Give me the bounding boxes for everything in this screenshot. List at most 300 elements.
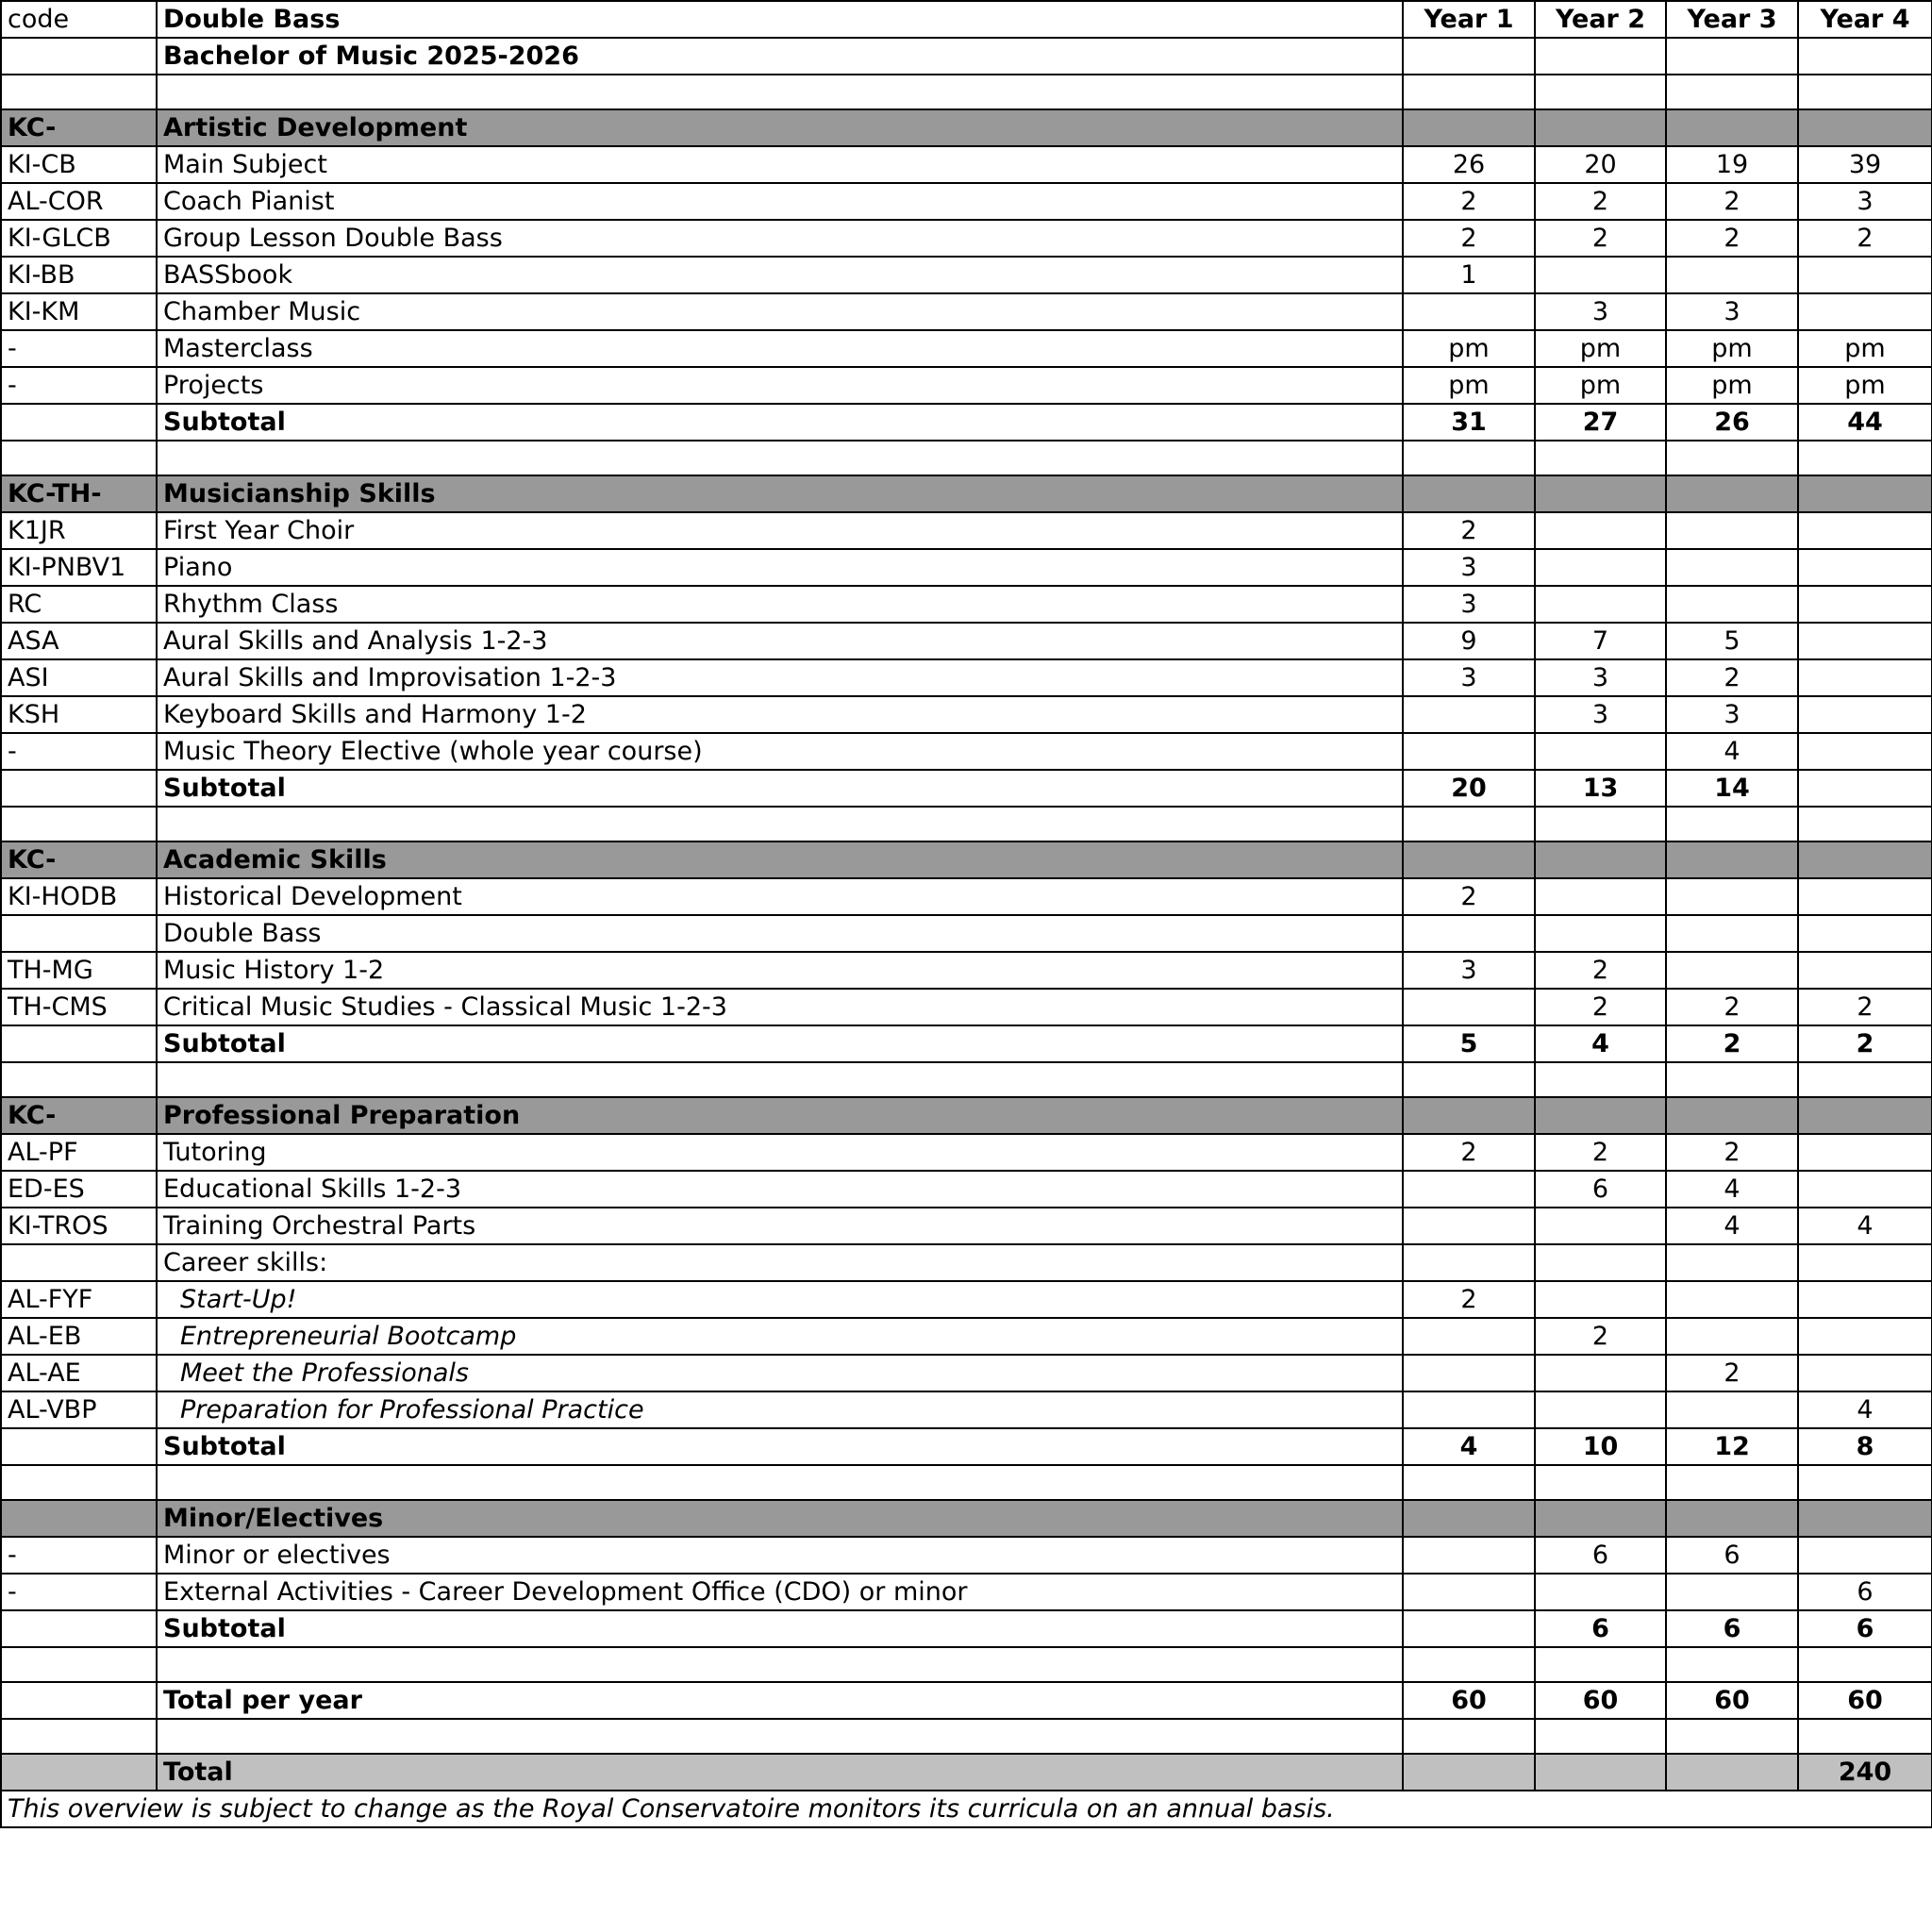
year-1-credits: pm xyxy=(1403,367,1535,404)
course-code: K1JR xyxy=(1,512,157,549)
empty-cell xyxy=(1798,1062,1932,1097)
course-name: Training Orchestral Parts xyxy=(157,1208,1403,1244)
year-4-credits xyxy=(1798,586,1932,623)
empty-cell xyxy=(1798,807,1932,841)
course-name: Keyboard Skills and Harmony 1-2 xyxy=(157,696,1403,733)
empty-cell xyxy=(1666,807,1798,841)
course-row xyxy=(1,367,1932,404)
course-row xyxy=(1,1244,1932,1281)
course-name: External Activities - Career Development Office (CDO) or minor xyxy=(157,1574,1403,1610)
subtotal-year-4 xyxy=(1798,770,1932,807)
section-header-row xyxy=(1,475,1932,512)
empty-cell xyxy=(1403,1719,1535,1754)
course-row xyxy=(1,330,1932,367)
year-2-credits xyxy=(1535,1391,1666,1428)
course-name: Career skills: xyxy=(157,1244,1403,1281)
empty-cell xyxy=(1403,1097,1535,1134)
course-row xyxy=(1,146,1932,183)
subtotal-year-3: 14 xyxy=(1666,770,1798,807)
year-4-credits xyxy=(1798,1244,1932,1281)
year-1-credits: 2 xyxy=(1403,512,1535,549)
empty-cell xyxy=(157,441,1403,475)
subtotal-row xyxy=(1,1428,1932,1465)
course-code: KI-HODB xyxy=(1,878,157,915)
course-row xyxy=(1,989,1932,1025)
spacer-row xyxy=(1,1647,1932,1682)
year-3-credits xyxy=(1666,952,1798,989)
course-code: - xyxy=(1,367,157,404)
year-4-credits xyxy=(1798,1318,1932,1355)
course-name: Educational Skills 1-2-3 xyxy=(157,1171,1403,1208)
empty-cell xyxy=(157,807,1403,841)
year-2-credits: 2 xyxy=(1535,1318,1666,1355)
spacer-row xyxy=(1,441,1932,475)
sheet-title: Double Bass xyxy=(157,1,1403,38)
empty-cell xyxy=(1,1610,157,1647)
empty-cell xyxy=(1535,1719,1666,1754)
year-2-credits: 2 xyxy=(1535,183,1666,220)
empty-cell xyxy=(1535,841,1666,878)
course-name: Minor or electives xyxy=(157,1537,1403,1574)
course-row xyxy=(1,659,1932,696)
empty-cell xyxy=(1403,1647,1535,1682)
grand-total-year-1 xyxy=(1403,1754,1535,1791)
empty-cell xyxy=(1666,1062,1798,1097)
subtotal-year-2: 27 xyxy=(1535,404,1666,441)
empty-cell xyxy=(1535,1062,1666,1097)
year-1-credits: 2 xyxy=(1403,878,1535,915)
course-name: Music History 1-2 xyxy=(157,952,1403,989)
year-1-credits: 3 xyxy=(1403,586,1535,623)
section-title: Artistic Development xyxy=(157,109,1403,146)
empty-cell xyxy=(1535,109,1666,146)
empty-cell xyxy=(1,441,157,475)
year-1-credits: pm xyxy=(1403,330,1535,367)
course-name: Piano xyxy=(157,549,1403,586)
year-1-credits: 2 xyxy=(1403,1134,1535,1171)
year-1-credits xyxy=(1403,696,1535,733)
empty-cell xyxy=(1535,1465,1666,1500)
year-3-credits xyxy=(1666,549,1798,586)
empty-cell xyxy=(1,1754,157,1791)
subtotal-year-2: 13 xyxy=(1535,770,1666,807)
year-4-credits: 2 xyxy=(1798,220,1932,257)
empty-cell xyxy=(157,1465,1403,1500)
section-header-row xyxy=(1,109,1932,146)
subtotal-year-1: 20 xyxy=(1403,770,1535,807)
footnote-text: This overview is subject to change as the Royal Conservatoire monitors its curricula on an annual basis. xyxy=(1,1791,1932,1827)
course-code: KI-CB xyxy=(1,146,157,183)
section-header-row xyxy=(1,841,1932,878)
empty-cell xyxy=(157,75,1403,109)
year-3-credits: 2 xyxy=(1666,659,1798,696)
year-3-credits xyxy=(1666,1391,1798,1428)
empty-cell xyxy=(1403,38,1535,75)
course-code: KI-KM xyxy=(1,293,157,330)
subtotal-label: Subtotal xyxy=(157,770,1403,807)
total-per-year-row xyxy=(1,1682,1932,1719)
year-2-credits xyxy=(1535,1574,1666,1610)
empty-cell xyxy=(1403,1465,1535,1500)
year-1-credits: 3 xyxy=(1403,952,1535,989)
empty-cell xyxy=(1535,38,1666,75)
year-3-credits: 6 xyxy=(1666,1537,1798,1574)
course-code: AL-VBP xyxy=(1,1391,157,1428)
grand-total-label: Total xyxy=(157,1754,1403,1791)
course-row xyxy=(1,293,1932,330)
course-row xyxy=(1,1391,1932,1428)
year-2-credits: 2 xyxy=(1535,220,1666,257)
section-title: Academic Skills xyxy=(157,841,1403,878)
section-code xyxy=(1,1500,157,1537)
subtotal-year-1: 31 xyxy=(1403,404,1535,441)
year-4-credits xyxy=(1798,1537,1932,1574)
course-name: Double Bass xyxy=(157,915,1403,952)
empty-cell xyxy=(157,1062,1403,1097)
course-row xyxy=(1,586,1932,623)
year-2-credits xyxy=(1535,1208,1666,1244)
footnote-row xyxy=(1,1791,1932,1827)
course-name: Group Lesson Double Bass xyxy=(157,220,1403,257)
year-4-credits: 3 xyxy=(1798,183,1932,220)
year-1-credits: 2 xyxy=(1403,183,1535,220)
year-2-credits xyxy=(1535,733,1666,770)
year-4-credits xyxy=(1798,1355,1932,1391)
course-name: Chamber Music xyxy=(157,293,1403,330)
section-code: KC- xyxy=(1,109,157,146)
empty-cell xyxy=(157,1719,1403,1754)
year-3-credits xyxy=(1666,915,1798,952)
course-name: Preparation for Professional Practice xyxy=(157,1391,1403,1428)
year-3-credits: 4 xyxy=(1666,1171,1798,1208)
section-title: Minor/Electives xyxy=(157,1500,1403,1537)
total-year-3: 60 xyxy=(1666,1682,1798,1719)
course-name: Aural Skills and Improvisation 1-2-3 xyxy=(157,659,1403,696)
empty-cell xyxy=(1666,109,1798,146)
course-code: KSH xyxy=(1,696,157,733)
subtotal-year-1: 4 xyxy=(1403,1428,1535,1465)
year-4-credits xyxy=(1798,696,1932,733)
course-row xyxy=(1,878,1932,915)
year-1-credits: 2 xyxy=(1403,1281,1535,1318)
year-3-credits: 2 xyxy=(1666,1134,1798,1171)
section-title: Musicianship Skills xyxy=(157,475,1403,512)
year-2-credits: 3 xyxy=(1535,659,1666,696)
year-4-credits xyxy=(1798,623,1932,659)
year-1-credits: 3 xyxy=(1403,659,1535,696)
year-1-credits xyxy=(1403,1537,1535,1574)
code-column-header: code xyxy=(1,1,157,38)
course-name: BASSbook xyxy=(157,257,1403,293)
year-2-credits: pm xyxy=(1535,330,1666,367)
year-4-credits xyxy=(1798,512,1932,549)
subtotal-year-1: 5 xyxy=(1403,1025,1535,1062)
year-1-credits xyxy=(1403,733,1535,770)
year-4-credits xyxy=(1798,878,1932,915)
empty-cell xyxy=(1,38,157,75)
course-row xyxy=(1,1574,1932,1610)
subtotal-row xyxy=(1,770,1932,807)
course-code: - xyxy=(1,1537,157,1574)
year-2-credits: 7 xyxy=(1535,623,1666,659)
empty-cell xyxy=(1535,75,1666,109)
year-2-credits: 6 xyxy=(1535,1537,1666,1574)
course-code: - xyxy=(1,1574,157,1610)
year-3-credits xyxy=(1666,586,1798,623)
course-row xyxy=(1,1355,1932,1391)
year-4-credits: 4 xyxy=(1798,1208,1932,1244)
empty-cell xyxy=(1666,1097,1798,1134)
empty-cell xyxy=(1798,109,1932,146)
course-code xyxy=(1,915,157,952)
empty-cell xyxy=(1535,1647,1666,1682)
course-row xyxy=(1,1134,1932,1171)
spacer-row xyxy=(1,1719,1932,1754)
year-4-credits xyxy=(1798,952,1932,989)
year-3-credits: 4 xyxy=(1666,733,1798,770)
year-4-header: Year 4 xyxy=(1798,1,1932,38)
empty-cell xyxy=(1,1682,157,1719)
course-code: TH-MG xyxy=(1,952,157,989)
program-subtitle: Bachelor of Music 2025-2026 xyxy=(157,38,1403,75)
course-name: Music Theory Elective (whole year course) xyxy=(157,733,1403,770)
empty-cell xyxy=(1,404,157,441)
year-1-credits xyxy=(1403,1574,1535,1610)
year-3-credits: 4 xyxy=(1666,1208,1798,1244)
course-name: Tutoring xyxy=(157,1134,1403,1171)
course-name: Meet the Professionals xyxy=(157,1355,1403,1391)
year-3-credits xyxy=(1666,878,1798,915)
course-row xyxy=(1,257,1932,293)
course-code: TH-CMS xyxy=(1,989,157,1025)
empty-cell xyxy=(1,807,157,841)
empty-cell xyxy=(1535,1500,1666,1537)
empty-cell xyxy=(1,1428,157,1465)
course-code: KI-BB xyxy=(1,257,157,293)
empty-cell xyxy=(1666,75,1798,109)
subtotal-row xyxy=(1,1610,1932,1647)
course-code: - xyxy=(1,733,157,770)
empty-cell xyxy=(1798,75,1932,109)
year-2-credits xyxy=(1535,1281,1666,1318)
course-row xyxy=(1,220,1932,257)
course-code: ED-ES xyxy=(1,1171,157,1208)
year-3-credits xyxy=(1666,1281,1798,1318)
course-name: Projects xyxy=(157,367,1403,404)
subtotal-year-3: 6 xyxy=(1666,1610,1798,1647)
course-row xyxy=(1,623,1932,659)
course-code: RC xyxy=(1,586,157,623)
year-3-credits xyxy=(1666,1244,1798,1281)
empty-cell xyxy=(1403,75,1535,109)
course-name: First Year Choir xyxy=(157,512,1403,549)
empty-cell xyxy=(1666,38,1798,75)
empty-cell xyxy=(1403,475,1535,512)
empty-cell xyxy=(1798,841,1932,878)
empty-cell xyxy=(1798,1097,1932,1134)
header-row xyxy=(1,1,1932,38)
empty-cell xyxy=(1403,807,1535,841)
course-name: Critical Music Studies - Classical Music 1-2-3 xyxy=(157,989,1403,1025)
section-code: KC- xyxy=(1,841,157,878)
year-4-credits: 6 xyxy=(1798,1574,1932,1610)
spacer-row xyxy=(1,75,1932,109)
subtotal-row xyxy=(1,1025,1932,1062)
year-4-credits xyxy=(1798,1171,1932,1208)
year-2-credits xyxy=(1535,878,1666,915)
grand-total-year-4: 240 xyxy=(1798,1754,1932,1791)
course-code: AL-EB xyxy=(1,1318,157,1355)
year-3-credits: 3 xyxy=(1666,696,1798,733)
empty-cell xyxy=(1798,1719,1932,1754)
empty-cell xyxy=(1798,441,1932,475)
subtotal-year-4: 2 xyxy=(1798,1025,1932,1062)
year-2-credits: 2 xyxy=(1535,989,1666,1025)
course-row xyxy=(1,1208,1932,1244)
year-4-credits xyxy=(1798,1134,1932,1171)
year-3-credits xyxy=(1666,257,1798,293)
total-year-4: 60 xyxy=(1798,1682,1932,1719)
course-row xyxy=(1,696,1932,733)
year-4-credits xyxy=(1798,915,1932,952)
empty-cell xyxy=(1798,38,1932,75)
year-4-credits: 2 xyxy=(1798,989,1932,1025)
empty-cell xyxy=(1666,475,1798,512)
course-name: Rhythm Class xyxy=(157,586,1403,623)
course-code: AL-PF xyxy=(1,1134,157,1171)
course-row xyxy=(1,1537,1932,1574)
year-1-credits xyxy=(1403,1171,1535,1208)
empty-cell xyxy=(1798,1500,1932,1537)
empty-cell xyxy=(1798,1647,1932,1682)
empty-cell xyxy=(1,1647,157,1682)
year-3-credits xyxy=(1666,1574,1798,1610)
year-1-credits xyxy=(1403,1355,1535,1391)
empty-cell xyxy=(1403,441,1535,475)
empty-cell xyxy=(1403,841,1535,878)
year-2-credits: 6 xyxy=(1535,1171,1666,1208)
year-2-credits xyxy=(1535,1244,1666,1281)
year-2-credits: 3 xyxy=(1535,293,1666,330)
course-code: - xyxy=(1,330,157,367)
empty-cell xyxy=(1798,475,1932,512)
course-row xyxy=(1,1318,1932,1355)
section-title: Professional Preparation xyxy=(157,1097,1403,1134)
year-2-credits: pm xyxy=(1535,367,1666,404)
course-code: AL-FYF xyxy=(1,1281,157,1318)
course-name: Coach Pianist xyxy=(157,183,1403,220)
course-code: KI-GLCB xyxy=(1,220,157,257)
spacer-row xyxy=(1,1465,1932,1500)
course-name: Main Subject xyxy=(157,146,1403,183)
empty-cell xyxy=(1666,441,1798,475)
course-code: AL-AE xyxy=(1,1355,157,1391)
course-name: Aural Skills and Analysis 1-2-3 xyxy=(157,623,1403,659)
year-2-credits: 2 xyxy=(1535,1134,1666,1171)
year-3-credits: 19 xyxy=(1666,146,1798,183)
year-1-credits xyxy=(1403,915,1535,952)
empty-cell xyxy=(1666,1719,1798,1754)
year-3-credits: 2 xyxy=(1666,220,1798,257)
year-2-credits xyxy=(1535,586,1666,623)
year-1-credits xyxy=(1403,1244,1535,1281)
year-3-credits: 2 xyxy=(1666,989,1798,1025)
year-4-credits: pm xyxy=(1798,367,1932,404)
year-2-credits xyxy=(1535,1355,1666,1391)
year-2-credits: 2 xyxy=(1535,952,1666,989)
year-4-credits xyxy=(1798,257,1932,293)
year-2-credits: 3 xyxy=(1535,696,1666,733)
course-row xyxy=(1,549,1932,586)
empty-cell xyxy=(1535,475,1666,512)
course-code: ASA xyxy=(1,623,157,659)
subtotal-year-4: 44 xyxy=(1798,404,1932,441)
section-code: KC- xyxy=(1,1097,157,1134)
year-1-credits xyxy=(1403,1391,1535,1428)
course-code: AL-COR xyxy=(1,183,157,220)
year-2-credits xyxy=(1535,549,1666,586)
year-4-credits: 4 xyxy=(1798,1391,1932,1428)
year-1-credits: 26 xyxy=(1403,146,1535,183)
course-code: ASI xyxy=(1,659,157,696)
year-1-credits xyxy=(1403,293,1535,330)
empty-cell xyxy=(1798,1465,1932,1500)
year-1-header: Year 1 xyxy=(1403,1,1535,38)
empty-cell xyxy=(157,1647,1403,1682)
year-1-credits xyxy=(1403,1318,1535,1355)
year-3-credits: 3 xyxy=(1666,293,1798,330)
empty-cell xyxy=(1,1062,157,1097)
subtotal-year-3: 12 xyxy=(1666,1428,1798,1465)
subtotal-label: Subtotal xyxy=(157,1610,1403,1647)
course-code: KI-TROS xyxy=(1,1208,157,1244)
empty-cell xyxy=(1666,1647,1798,1682)
year-2-credits: 20 xyxy=(1535,146,1666,183)
year-4-credits xyxy=(1798,1281,1932,1318)
subtotal-label: Subtotal xyxy=(157,1428,1403,1465)
empty-cell xyxy=(1,1025,157,1062)
subtotal-year-2: 4 xyxy=(1535,1025,1666,1062)
year-3-credits: 2 xyxy=(1666,183,1798,220)
year-1-credits: 1 xyxy=(1403,257,1535,293)
year-2-credits xyxy=(1535,512,1666,549)
subtotal-year-2: 6 xyxy=(1535,1610,1666,1647)
subtotal-year-4: 6 xyxy=(1798,1610,1932,1647)
year-3-credits xyxy=(1666,512,1798,549)
total-year-2: 60 xyxy=(1535,1682,1666,1719)
empty-cell xyxy=(1,75,157,109)
course-name: Historical Development xyxy=(157,878,1403,915)
year-1-credits: 2 xyxy=(1403,220,1535,257)
total-year-1: 60 xyxy=(1403,1682,1535,1719)
section-code: KC-TH- xyxy=(1,475,157,512)
empty-cell xyxy=(1403,109,1535,146)
course-row xyxy=(1,952,1932,989)
spacer-row xyxy=(1,1062,1932,1097)
course-row xyxy=(1,915,1932,952)
year-1-credits: 9 xyxy=(1403,623,1535,659)
empty-cell xyxy=(1,1465,157,1500)
empty-cell xyxy=(1666,1465,1798,1500)
year-3-header: Year 3 xyxy=(1666,1,1798,38)
year-1-credits: 3 xyxy=(1403,549,1535,586)
course-row xyxy=(1,733,1932,770)
year-4-credits xyxy=(1798,293,1932,330)
empty-cell xyxy=(1,1719,157,1754)
section-header-row xyxy=(1,1500,1932,1537)
empty-cell xyxy=(1,770,157,807)
course-name: Start-Up! xyxy=(157,1281,1403,1318)
